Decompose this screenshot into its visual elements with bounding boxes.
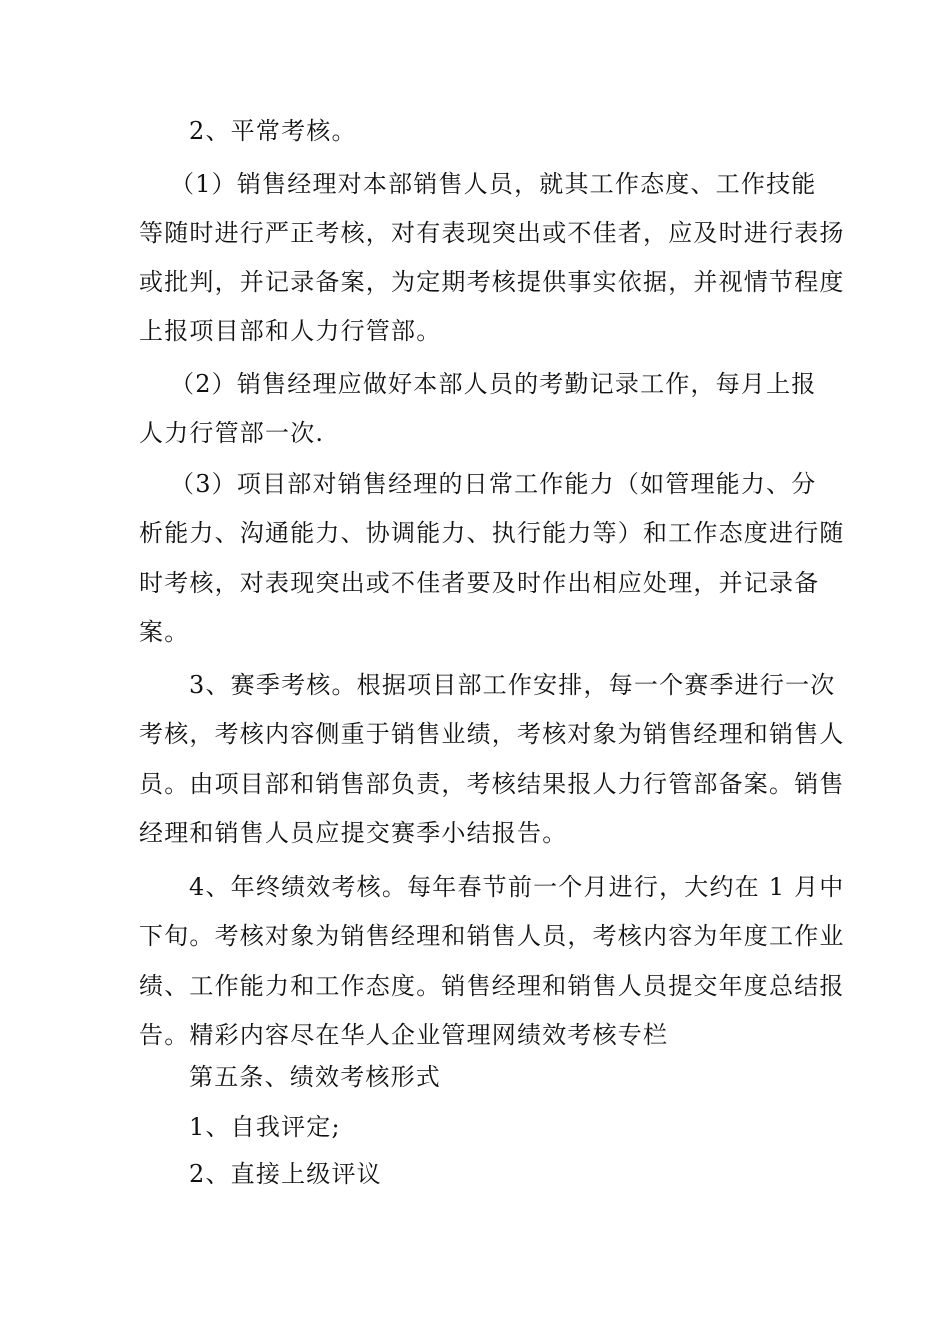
paragraph-line: 告。精彩内容尽在华人企业管理网绩效考核专栏 <box>139 1021 669 1049</box>
paragraph-line: 下旬。考核对象为销售经理和销售人员，考核内容为年度工作业 <box>139 922 845 950</box>
paragraph-line: 人力行管部一次. <box>139 419 325 447</box>
paragraph-line: 时考核，对表现突出或不佳者要及时作出相应处理，并记录备 <box>139 569 820 597</box>
paragraph-line: 绩、工作能力和工作态度。销售经理和销售人员提交年度总结报 <box>139 972 845 1000</box>
paragraph-line: （1）销售经理对本部销售人员，就其工作态度、工作技能 <box>170 170 817 198</box>
paragraph-line: 或批判，并记录备案，为定期考核提供事实依据，并视情节程度 <box>139 268 845 296</box>
paragraph-line: 3、赛季考核。根据项目部工作安排，每一个赛季进行一次 <box>189 671 836 699</box>
paragraph-line: （3）项目部对销售经理的日常工作能力（如管理能力、分 <box>170 470 817 498</box>
list-item: 2、直接上级评议 <box>189 1160 382 1188</box>
paragraph-line: 上报项目部和人力行管部。 <box>139 317 442 345</box>
paragraph-line: （2）销售经理应做好本部人员的考勤记录工作，每月上报 <box>170 370 817 398</box>
paragraph-line: 析能力、沟通能力、协调能力、执行能力等）和工作态度进行随 <box>139 519 845 547</box>
paragraph-line: 4、年终绩效考核。每年春节前一个月进行，大约在 1 月中 <box>189 873 845 901</box>
paragraph-line: 考核，考核内容侧重于销售业绩，考核对象为销售经理和销售人 <box>139 720 845 748</box>
section-heading: 第五条、绩效考核形式 <box>189 1063 441 1091</box>
paragraph-line: 等随时进行严正考核，对有表现突出或不佳者，应及时进行表扬 <box>139 219 845 247</box>
paragraph-heading: 2、平常考核。 <box>189 117 357 145</box>
paragraph-line: 经理和销售人员应提交赛季小结报告。 <box>139 819 568 847</box>
paragraph-line: 员。由项目部和销售部负责，考核结果报人力行管部备案。销售 <box>139 770 845 798</box>
list-item: 1、自我评定; <box>189 1113 341 1141</box>
paragraph-line: 案。 <box>139 618 190 646</box>
